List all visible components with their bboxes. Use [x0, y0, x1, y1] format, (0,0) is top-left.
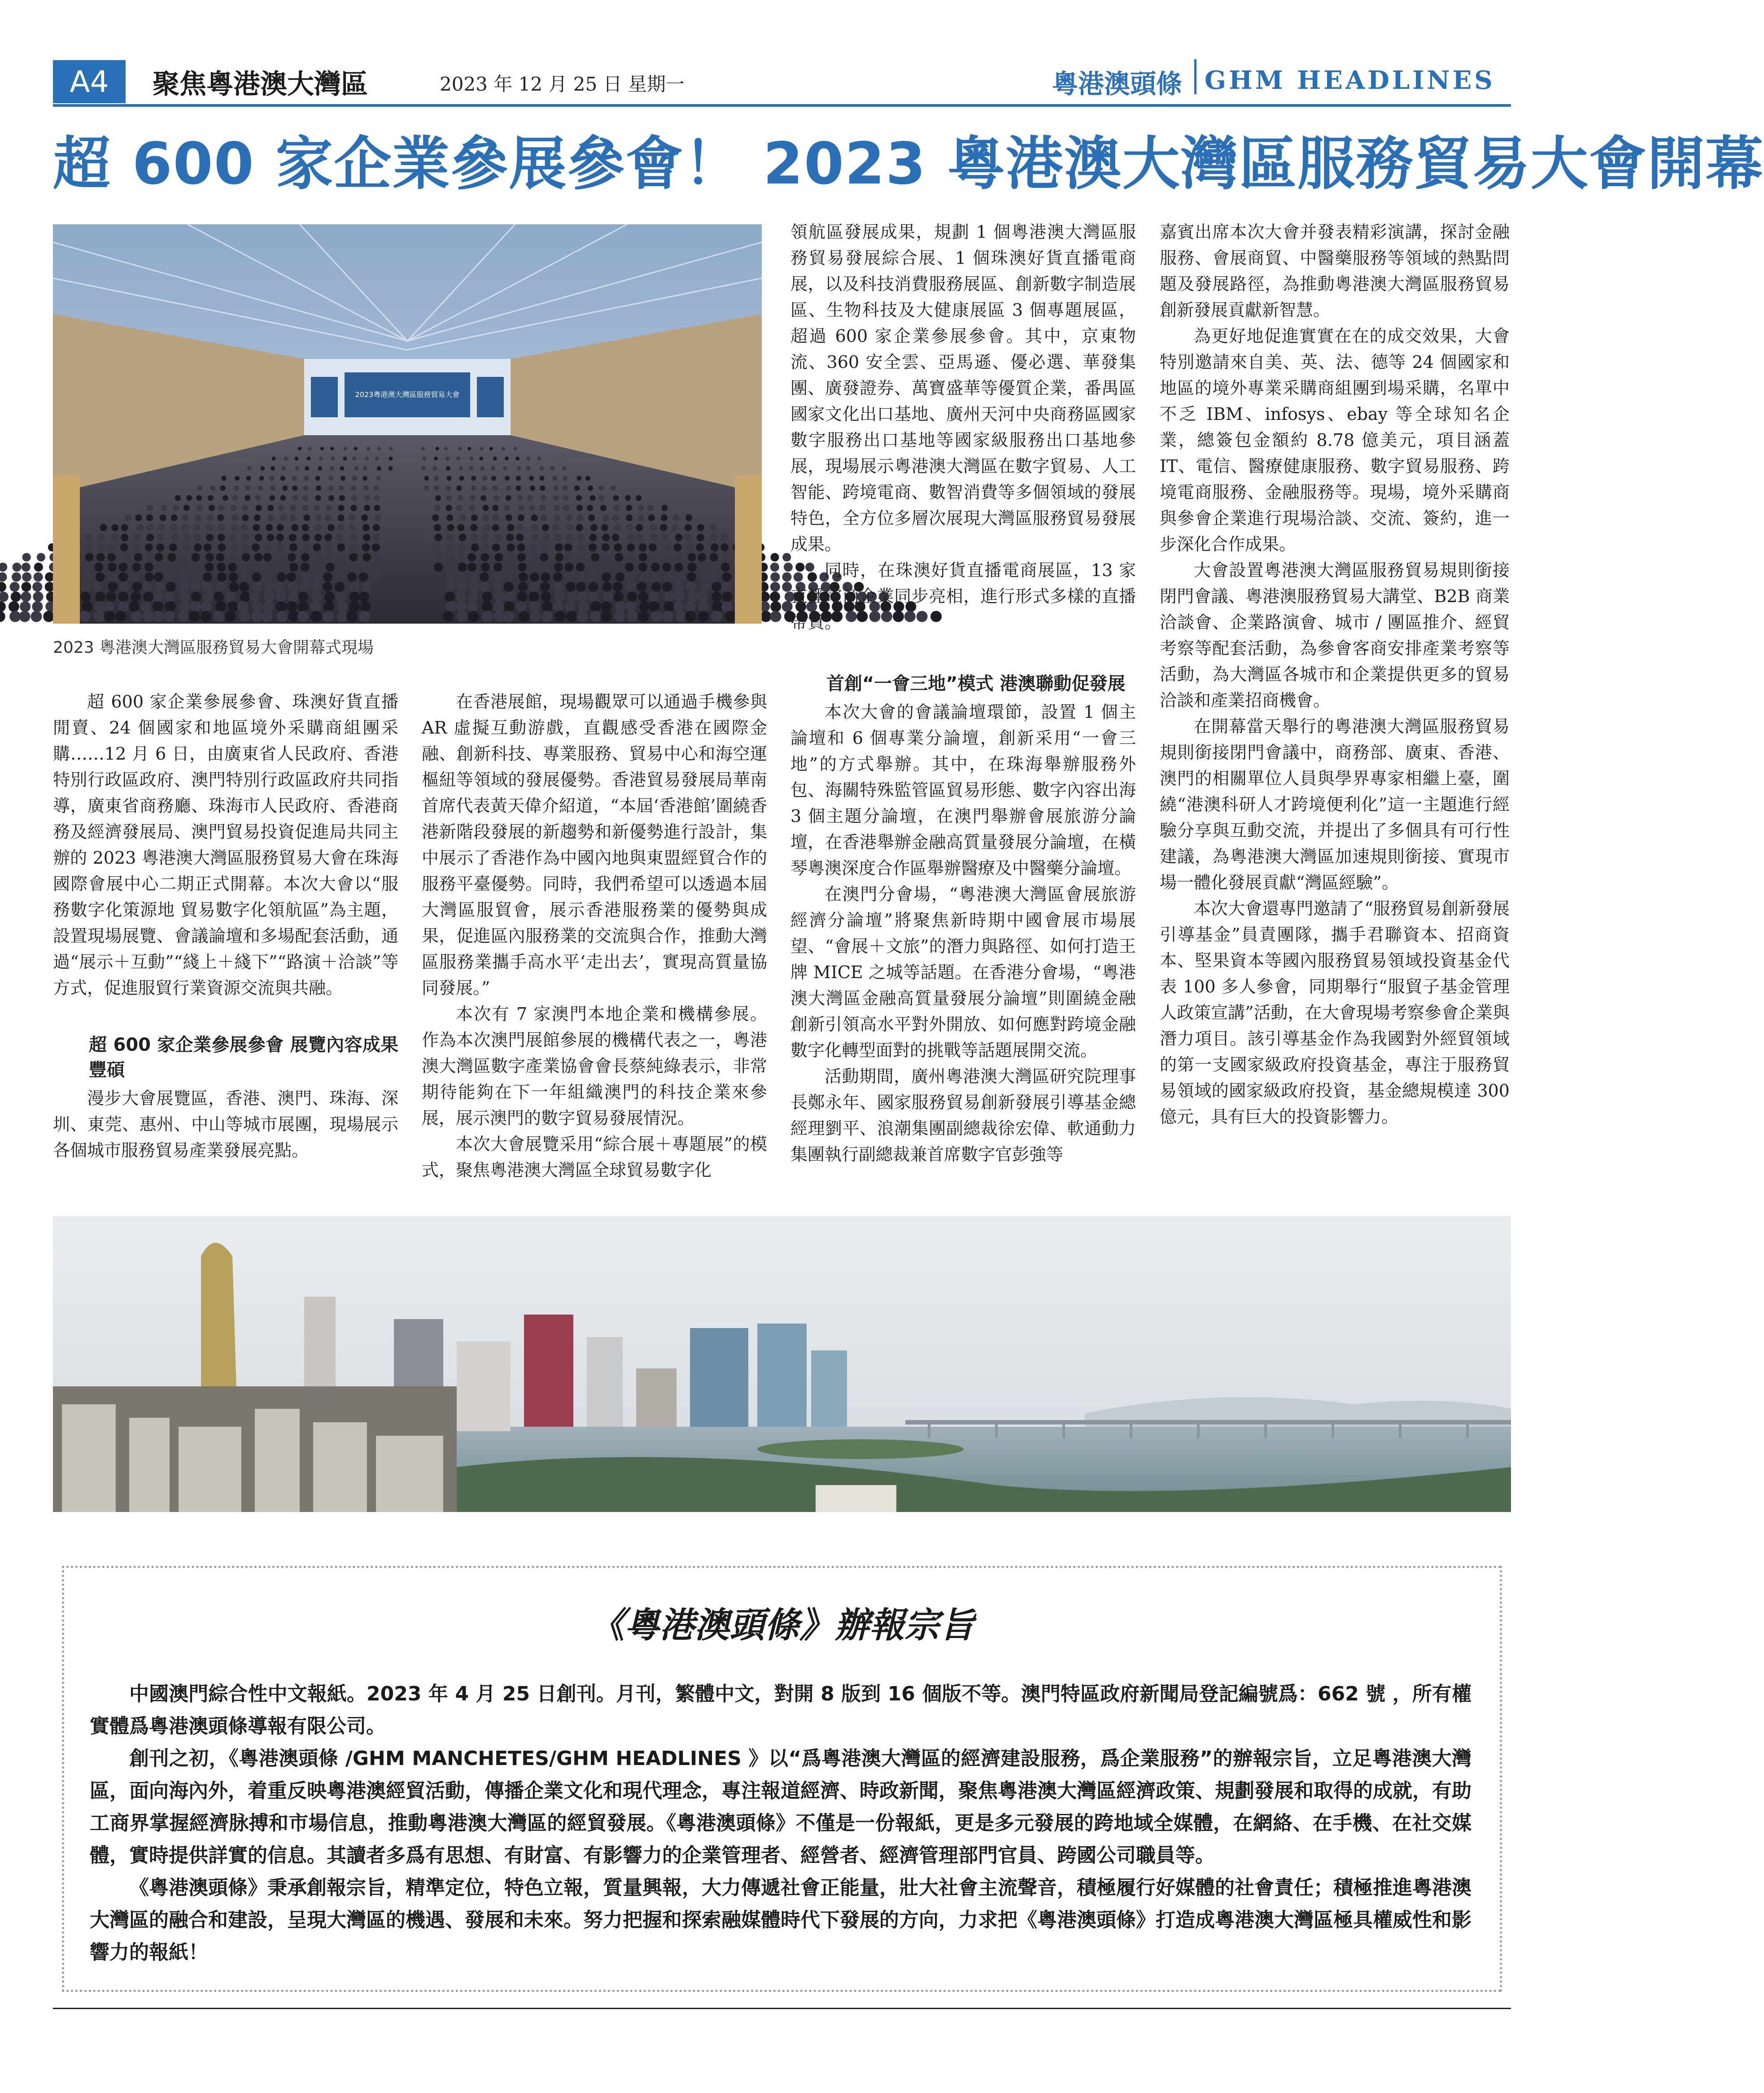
paragraph: 本次有 7 家澳門本地企業和機構參展。作為本次澳門展館參展的機構代表之一，粵港澳大灣區數字產業協會會長蔡純綠表示，非常期待能夠在下一年組織澳門的科技企業來參展，展示澳門的數字貿易發展情況。 [422, 1004, 767, 1128]
paragraph: 同時，在珠澳好貨直播電商展區，13 家直播電商企業同步亮相，進行形式多樣的直播帶貨。 [790, 560, 1136, 632]
paragraph: 在開幕當天舉行的粵港澳大灣區服務貿易規則銜接閉門會議中，商務部、廣東、香港、澳門的相關單位人員與學界專家相繼上臺，圍繞“港澳科研人才跨境便利化”這一主題進行經驗分享與互動交流，并提出了多個具有可行性建議，為粵港澳大灣區加速規則銜接、實現市場一體化發展貢獻“灣區經驗”。 [1160, 717, 1510, 892]
paragraph: 超 600 家企業參展參會、珠澳好貨直播閒賣、24 個國家和地區境外采購商組團采購……12 月 6 日，由廣東省人民政府、香港特別行政區政府、澳門特別行政區政府共同指導，廣東省商務廳、珠海市人民政府、香港商務及經濟發展局、澳門貿易投資促進局共同主辦的 2023 粵港澳大灣區服務貿易大會在珠海國際會展中心二期正式開幕。本次大會以“服務數字化策源地 貿易數字化領航區”為主題，設置現場展覽、會議論壇和多場配套活動，通過“展示＋互動”“綫上＋綫下”“路演＋洽談”等方式，促進服貿行業資源交流與共融。 [53, 692, 398, 998]
page-number-badge: A4 [53, 60, 126, 103]
paragraph: 活動期間，廣州粵港澳大灣區研究院理事長鄭永年、國家服務貿易創新發展引導基金總經理劉平、浪潮集團副總裁徐宏偉、軟通動力集團執行副總裁兼首席數字官彭強等 [790, 1066, 1136, 1164]
issue-date: 2023 年 12 月 25 日 星期一 [440, 73, 685, 95]
brand-name-en: GHM HEADLINES [1205, 66, 1495, 95]
skyline-illustration [53, 1216, 1511, 1512]
paragraph: 為更好地促進實實在在的成交效果，大會特別邀請來自美、英、法、德等 24 個國家和地區的境外專業采購商組團到場采購，名單中不乏 IBM、infosys、ebay 等全球知名企業，總簽包金額約 8.78 億美元，項目涵蓋 IT、電信、醫療健康服務、數字貿易服務、跨境電商服務、金融服務等。現場，境外采購商與參會企業進行現場洽談、交流、簽約，進一步深化合作成果。 [1160, 326, 1510, 554]
brand-name: 粵港澳頭條 [1052, 69, 1183, 99]
paragraph: 領航區發展成果，規劃 1 個粵港澳大灣區服務貿易發展綜合展、1 個珠澳好貨直播電商展，以及科技消費服務展區、創新數字制造展區、生物科技及大健康展區 3 個專題展區，超過 600 家企業參展參會。其中，京東物流、360 安全雲、亞馬遜、優必選、華發集團、廣發證券、萬寶盛華等優質企業，番禺區國家文化出口基地、廣州天河中央商務區國家數字服務出口基地等國家級服務出口基地參展，現場展示粵港澳大灣區在數字貿易、人工智能、跨境電商、數智消費等多個領域的發展特色，全方位多層次展現大灣區服務貿易發展成果。 [790, 222, 1136, 554]
subheading: 首創“一會三地”模式 港澳聯動促發展 [826, 673, 1126, 694]
article-column-3 [790, 219, 1136, 1167]
paragraph: 在香港展館，現場觀眾可以通過手機參與 AR 虛擬互動游戲，直觀感受香港在國際金融、創新科技、專業服務、貿易中心和海空運樞紐等領域的發展優勢。香港貿易發展局華南首席代表黃天偉介紹道，“本屆‘香港館’圍繞香港新階段發展的新趨勢和新優勢進行設計，集中展示了香港作為中國內地與東盟經貿合作的服務平臺優勢。同時，我們希望可以透過本屆大灣區服貿會，展示香港服務業的優勢與成果，促進區內服務業的交流與合作，推動大灣區服務業攜手高水平‘走出去’，實現高質量協同發展。” [422, 692, 767, 998]
stage-screen-text: 2023粵港澳大灣區服務貿易大會 [355, 390, 460, 399]
paragraph: 創刊之初，《粵港澳頭條 /GHM MANCHETES/GHM HEADLINES 》以“爲粵港澳大灣區的經濟建設服務，爲企業服務”的辦報宗旨，立足粵港澳大灣區，面向海內外，着重反映粵港澳經貿活動，傳播企業文化和現代理念，專注報道經濟、時政新聞，聚焦粵港澳大灣區經濟政策、規劃發展和取得的成就，有助工商界掌握經濟脉搏和市場信息，推動粵港澳大灣區的經貿發展。《粵港澳頭條》不僅是一份報紙，更是多元發展的跨地域全媒體，在網絡、在手機、在社交媒體，實時提供詳實的信息。其讀者多爲有思想、有財富、有影響力的企業管理者、經營者、經濟管理部門官員、跨國公司職員等。 [90, 1747, 1471, 1867]
header-rule [53, 104, 1511, 107]
article-column-4 [1160, 219, 1510, 1130]
subheading: 超 600 家企業參展參會 展覽內容成果豐碩 [89, 1035, 398, 1080]
paragraph: 本次大會的會議論壇環節，設置 1 個主論壇和 6 個專業分論壇，創新采用“一會三地”的方式舉辦。其中，在珠海舉辦服務外包、海關特殊監管區貿易形態、數字內容出海 3 個主題分論壇，在澳門舉辦會展旅游分論壇，在香港舉辦金融高質量發展分論壇，在橫琴粵澳深度合作區舉辦醫療及中醫藥分論壇。 [790, 702, 1136, 878]
article-column-2 [422, 689, 767, 1183]
macau-skyline-photo [53, 1216, 1511, 1512]
paragraph: 《粵港澳頭條》秉承創報宗旨，精準定位，特色立報，質量興報，大力傳遞社會正能量，壯大社會主流聲音，積極履行好媒體的社會責任；積極推進粵港澳大灣區的融合和建設，呈現大灣區的機遇、發展和未來。努力把握和探索融媒體時代下發展的方向，力求把《粵港澳頭條》打造成粵港澳大灣區極具權威性和影響力的報紙！ [90, 1876, 1471, 1964]
mission-text [90, 1678, 1471, 1969]
conference-photo [53, 224, 762, 624]
paragraph: 本次大會展覽采用“綜合展＋專題展”的模式，聚焦粵港澳大灣區全球貿易數字化 [422, 1134, 767, 1180]
conference-hall-illustration [53, 224, 762, 624]
footer-rule [53, 2008, 1511, 2009]
article-column-1 [53, 689, 398, 1163]
paragraph: 本次大會還專門邀請了“服務貿易創新發展引導基金”員責團隊，攜手君聯資本、招商資本、堅果資本等國內服務貿易領域投資基金代表 100 多人參會，同期舉行“服貿子基金管理人政策宣講”活動，在大會現場考察參會企業與潛力項目。該引導基金作為我國對外經貿領域的第一支國家級政府投資基金，專注于服務貿易領域的國家級政府投資，基金總規模達 300 億元，具有巨大的投資影響力。 [1160, 899, 1510, 1127]
paragraph: 中國澳門綜合性中文報紙。2023 年 4 月 25 日創刊。月刊，繁體中文，對開 8 版到 16 個版不等。澳門特區政府新聞局登記編號爲：662 號 ，所有權實體爲粵港澳頭條導報有限公司。 [90, 1682, 1471, 1738]
paragraph: 嘉賓出席本次大會并發表精彩演講，探討金融服務、會展商貿、中醫藥服務等領域的熱點問題及發展路徑，為推動粵港澳大灣區服務貿易創新發展貢獻新智慧。 [1160, 222, 1510, 320]
brand-divider [1194, 59, 1196, 94]
paragraph: 大會設置粵港澳大灣區服務貿易規則銜接閉門會議、粵港澳服務貿易大講堂、B2B 商業洽談會、企業路演會、城市 / 團區推介、經貿考察等配套活動，為參會客商安排產業考察等活動，為大灣區各城市和企業提供更多的貿易洽談和產業招商機會。 [1160, 560, 1510, 710]
photo-caption: 2023 粵港澳大灣區服務貿易大會開幕式現場 [53, 638, 374, 657]
section-title: 聚焦粵港澳大灣區 [153, 69, 368, 100]
paragraph: 在澳門分會場，“粵港澳大灣區會展旅游經濟分論壇”將聚焦新時期中國會展市場展望、“會展＋文旅”的潛力與路徑、如何打造王牌 MICE 之城等話題。在香港分會場，“粵港澳大灣區金融高質量發展分論壇”則圍繞金融創新引領高水平對外開放、如何應對跨境金融數字化轉型面對的挑戰等話題展開交流。 [790, 884, 1136, 1060]
mission-title: 《粵港澳頭條》辦報宗旨 [589, 1605, 974, 1646]
paragraph: 漫步大會展覽區，香港、澳門、珠海、深圳、東莞、惠州、中山等城市展團，現場展示各個城市服務貿易產業發展亮點。 [53, 1088, 398, 1160]
headline: 超 600 家企業參展參會！ 2023 粵港澳大灣區服務貿易大會開幕 [53, 131, 1764, 197]
